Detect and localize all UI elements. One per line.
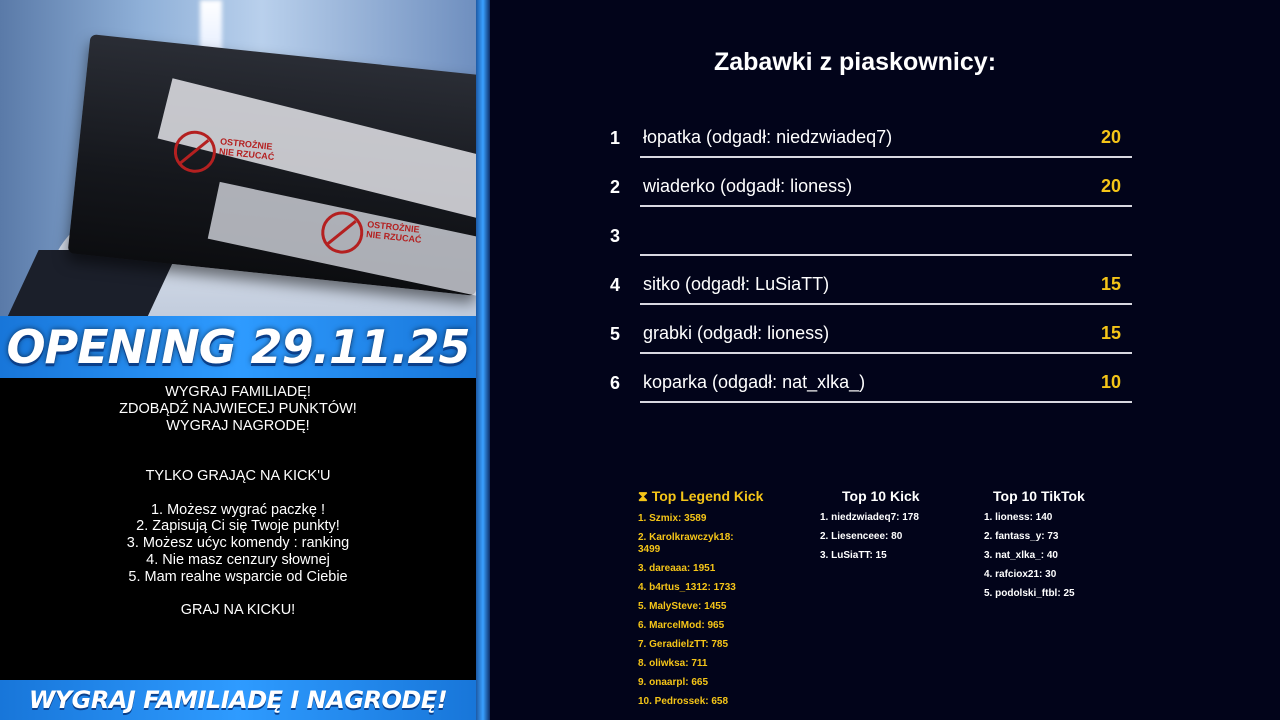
leaderboard-title: ⧗ Top Legend Kick: [638, 488, 764, 504]
leaderboard-entry: 2. Liesenceee: 80: [820, 531, 903, 542]
info-line: [0, 434, 476, 451]
answer-row: [610, 363, 1132, 403]
leaderboard-entry: 1. lioness: 140: [984, 512, 1053, 523]
leaderboard-entry: 3. nat_xlka_: 40: [984, 550, 1058, 561]
leaderboard-entry: 2. Karolkrawczyk18: 3499: [638, 532, 734, 555]
info-line: [0, 485, 476, 502]
board-title: Zabawki z piaskownicy:: [713, 48, 997, 76]
answer-text: łopatka (odgadł: niedzwiadeq7): [643, 127, 893, 147]
bottom-banner: [0, 680, 476, 720]
opening-banner: [0, 316, 476, 378]
info-line: GRAJ NA KICKU!: [180, 602, 296, 619]
answer-underline: [640, 205, 1132, 207]
answer-points: 20: [1100, 127, 1121, 147]
info-line: WYGRAJ FAMILIADĘ!: [165, 384, 311, 400]
info-line: ZDOBĄDŹ NAJWIECEJ PUNKTÓW!: [119, 400, 357, 417]
answer-number: 3: [610, 226, 621, 246]
leaderboard-entry: 5. MalySteve: 1455: [638, 601, 727, 612]
leaderboard-entry: 5. podolski_ftbl: 25: [984, 588, 1075, 599]
leaderboard-entry: 7. GeradielzTT: 785: [638, 639, 729, 650]
answer-number: 2: [610, 177, 621, 197]
leaderboard-entry: 8. oliwksa: 711: [638, 658, 708, 669]
answer-row: [610, 216, 1132, 256]
info-line: TYLKO GRAJĄC NA KICK'U: [145, 467, 331, 484]
answer-number: 6: [610, 373, 621, 393]
info-line: [0, 451, 476, 468]
info-text: [0, 384, 476, 619]
info-line: 3. Możesz ućyc komendy : ranking: [126, 535, 350, 552]
leaderboard-legend-kick: [638, 488, 763, 715]
leaderboard-top10-kick: [820, 488, 920, 569]
info-line: 1. Możesz wygrać paczkę !: [150, 501, 326, 518]
leaderboard-top10-tiktok: [984, 488, 1085, 607]
leaderboard-entry: 10. Pedrossek: 658: [638, 696, 729, 707]
leaderboard-entry: 9. onaarpl: 665: [638, 677, 709, 688]
answer-underline: [640, 352, 1132, 354]
answer-text: wiaderko (odgadł: lioness): [643, 176, 853, 196]
leaderboard-entry: 1. niedzwiadeq7: 178: [820, 512, 919, 523]
answer-underline: [640, 303, 1132, 305]
leaderboard-entry: 4. rafciox21: 30: [984, 569, 1057, 580]
info-line: [0, 586, 476, 603]
leaderboard-entry: 3. LuSiaTT: 15: [820, 550, 887, 561]
leaderboard-entry: 2. fantass_y: 73: [984, 531, 1059, 542]
answer-row: [610, 118, 1132, 158]
answer-underline: [640, 254, 1132, 256]
leaderboard-title: Top 10 Kick: [842, 488, 920, 504]
leaderboard-entry: 6. MarcelMod: 965: [638, 620, 725, 631]
fragile-stamp-text: OSTROŻNIE NIE RZUCAĆ: [218, 136, 275, 163]
bottom-banner-text: WYGRAJ FAMILIADĘ I NAGRODĘ!: [28, 686, 448, 714]
answer-underline: [640, 156, 1132, 158]
answer-number: 4: [610, 275, 621, 295]
answer-points: 15: [1100, 323, 1121, 343]
answer-number: 1: [610, 128, 621, 148]
answer-number: 5: [610, 324, 621, 344]
webcam-feed: [0, 0, 476, 316]
panel-divider: [476, 0, 490, 720]
game-board-panel: [490, 0, 1280, 720]
info-line: 2. Zapisują Ci się Twoje punkty!: [136, 518, 340, 535]
answer-points: 15: [1100, 274, 1121, 294]
answer-text: sitko (odgadł: LuSiaTT): [643, 274, 830, 294]
answer-row: [610, 167, 1132, 207]
answer-text: grabki (odgadł: lioness): [643, 323, 830, 343]
leaderboard-title: Top 10 TikTok: [993, 488, 1085, 504]
answer-underline: [640, 401, 1132, 403]
answer-row: [610, 265, 1132, 305]
info-line: 4. Nie masz cenzury słownej: [146, 551, 330, 568]
leaderboard-entry: 3. dareaaa: 1951: [638, 563, 716, 574]
answer-points: 20: [1100, 176, 1121, 196]
info-line: WYGRAJ NAGRODĘ!: [166, 417, 310, 434]
info-line: 5. Mam realne wsparcie od Ciebie: [128, 568, 348, 585]
opening-banner-text: OPENING 29.11.25: [6, 320, 470, 374]
left-panel: [0, 0, 476, 720]
answer-row: [610, 314, 1132, 354]
answer-points: 10: [1100, 372, 1121, 392]
mystery-package: [68, 34, 476, 296]
fragile-stamp-text: OSTROŻNIE NIE RZUCAĆ: [365, 219, 422, 245]
leaderboard-entry: 4. b4rtus_1312: 1733: [638, 582, 736, 593]
leaderboard-entry: 1. Szmix: 3589: [638, 513, 707, 524]
answer-text: koparka (odgadł: nat_xlka_): [643, 372, 866, 392]
